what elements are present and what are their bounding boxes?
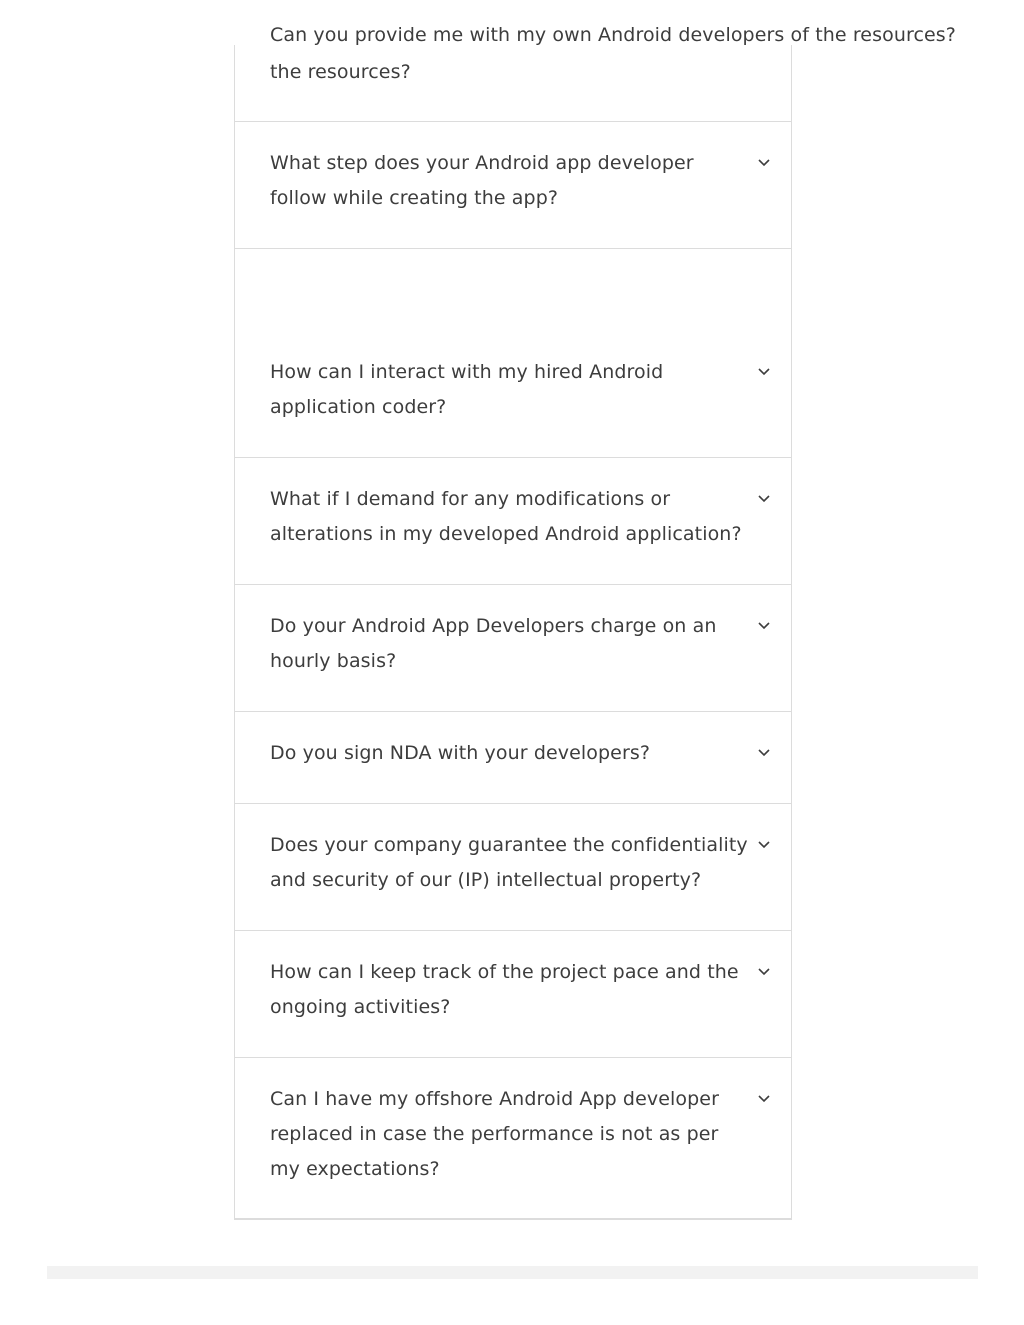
chevron-down-icon[interactable]	[756, 745, 772, 761]
footer-divider-band	[47, 1266, 978, 1279]
faq-item-interact-coder[interactable]	[235, 249, 791, 458]
faq-question: Do you sign NDA with your developers?	[270, 742, 651, 764]
faq-item-hourly-basis[interactable]	[235, 585, 791, 712]
faq-question: What if I demand for any modifications or alterations in my developed Android application?	[270, 488, 742, 545]
chevron-down-icon[interactable]	[756, 837, 772, 853]
chevron-down-icon[interactable]	[756, 491, 772, 507]
chevron-down-icon[interactable]	[756, 155, 772, 171]
faq-item-modifications[interactable]	[235, 458, 791, 585]
faq-question: Can I have my offshore Android App developer replaced in case the performance is not as per my expectations?	[270, 1088, 719, 1180]
faq-accordion	[234, 24, 956, 1220]
faq-item-resources[interactable]	[235, 0, 956, 122]
faq-question: Does your company guarantee the confidentiality and security of our (IP) intellectual property?	[270, 834, 748, 891]
chevron-down-icon[interactable]	[756, 364, 772, 380]
faq-question: How can I keep track of the project pace and the ongoing activities?	[270, 961, 739, 1018]
faq-item-app-steps[interactable]	[235, 122, 791, 249]
faq-question: Do your Android App Developers charge on an hourly basis?	[270, 615, 717, 672]
chevron-down-icon[interactable]	[756, 964, 772, 980]
faq-question-partial-text: Can you provide me with my own Android developers of the resources?	[270, 24, 956, 46]
faq-item-nda[interactable]	[235, 712, 791, 804]
faq-item-project-pace[interactable]	[235, 931, 791, 1058]
chevron-down-icon[interactable]	[756, 1091, 772, 1107]
faq-question: What step does your Android app developer follow while creating the app?	[270, 152, 694, 209]
chevron-down-icon[interactable]	[756, 618, 772, 634]
faq-question: the resources?	[270, 61, 411, 83]
faq-question: How can I interact with my hired Android application coder?	[270, 361, 664, 418]
faq-item-confidentiality[interactable]	[235, 804, 791, 931]
faq-question-top-partial	[270, 24, 956, 55]
faq-item-replace-developer[interactable]	[235, 1058, 791, 1218]
